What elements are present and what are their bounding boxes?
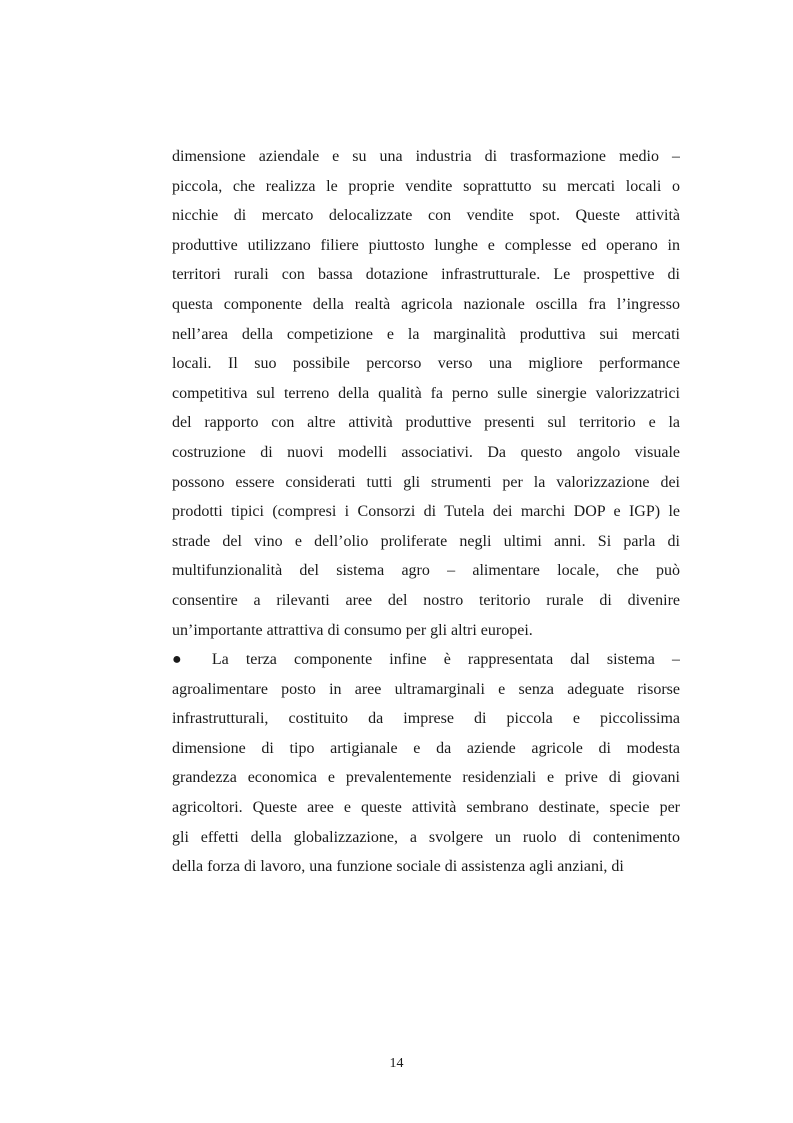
page-number: 14 xyxy=(389,1056,404,1071)
text-line: dimensione di tipo artigianale e da aziende agricole di modesta xyxy=(172,739,680,757)
text-line: prodotti tipici (compresi i Consorzi di Tutela dei marchi DOP e IGP) le xyxy=(172,503,680,521)
text-line: multifunzionalità del sistema agro – alimentare locale, che può xyxy=(172,562,680,580)
text-line: costruzione di nuovi modelli associativi. Da questo angolo visuale xyxy=(172,443,680,461)
text-line: competitiva sul terreno della qualità fa perno sulle sinergie valorizzatrici xyxy=(172,384,680,402)
text-line: un’importante attrattiva di consumo per gli altri europei. xyxy=(172,621,533,639)
bullet-line: ● La terza componente infine è rappresentata dal sistema – xyxy=(172,651,680,669)
text-line: grandezza economica e prevalentemente residenziali e prive di giovani xyxy=(172,769,680,787)
text-line: territori rurali con bassa dotazione infrastrutturale. Le prospettive di xyxy=(172,266,680,284)
text-line: produttive utilizzano filiere piuttosto lunghe e complesse ed operano in xyxy=(172,236,680,254)
text-line: nell’area della competizione e la marginalità produttiva sui mercati xyxy=(172,325,680,343)
text-line: agroalimentare posto in aree ultramarginali e senza adeguate risorse xyxy=(172,680,680,698)
text-line: piccola, che realizza le proprie vendite soprattutto su mercati locali o xyxy=(172,177,680,195)
text-line: del rapporto con altre attività produttive presenti sul territorio e la xyxy=(172,414,680,432)
text-line: strade del vino e dell’olio proliferate negli ultimi anni. Si parla di xyxy=(172,532,680,550)
text-line: gli effetti della globalizzazione, a svolgere un ruolo di contenimento xyxy=(172,828,680,846)
text-line: agricoltori. Queste aree e queste attività sembrano destinate, specie per xyxy=(172,799,680,817)
text-line: dimensione aziendale e su una industria di trasformazione medio – xyxy=(172,148,680,165)
text-line: infrastrutturali, costituito da imprese di piccola e piccolissima xyxy=(172,710,680,728)
text-line: questa componente della realtà agricola nazionale oscilla fra l’ingresso xyxy=(172,295,680,313)
body-text xyxy=(172,142,680,882)
text-line: consentire a rilevanti aree del nostro teritorio rurale di divenire xyxy=(172,591,680,609)
text-line: possono essere considerati tutti gli strumenti per la valorizzazione dei xyxy=(172,473,680,491)
text-line: della forza di lavoro, una funzione sociale di assistenza agli anziani, di xyxy=(172,858,624,876)
text-line: nicchie di mercato delocalizzate con vendite spot. Queste attività xyxy=(172,207,680,225)
text-line: locali. Il suo possibile percorso verso una migliore performance xyxy=(172,355,680,373)
